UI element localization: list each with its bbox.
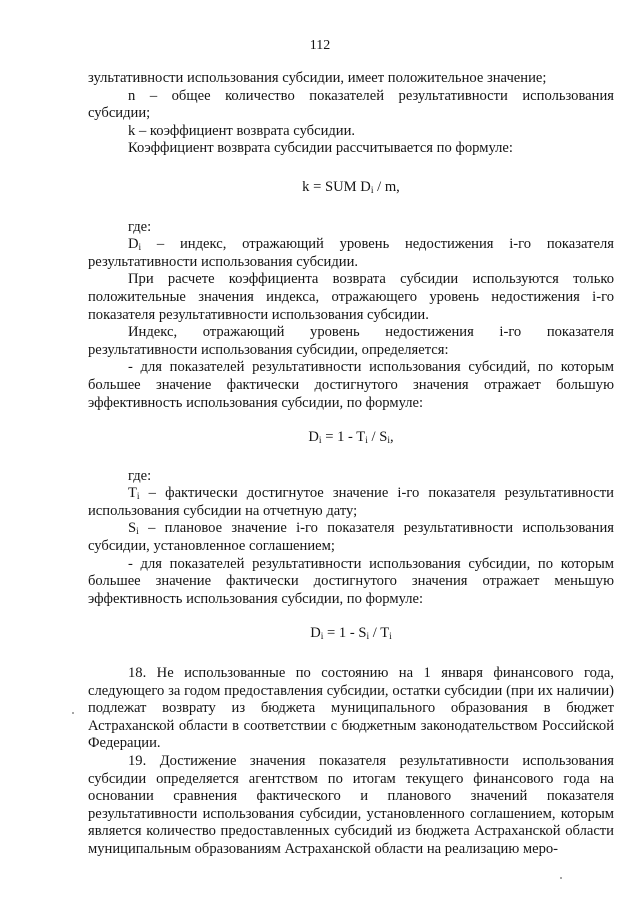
formula-index-inverse: $D_i = 1 - S_i / T_i$ (310, 625, 392, 643)
paragraph-continuation: зультативности использования субсидии, имеет положительное значение; (88, 70, 547, 86)
paragraph-where-2: где: (128, 467, 152, 484)
paragraph-18: 18. Не использованные по состоянию на 1 января финансового года, следующего за годом предоставления субсидии, остатки субсидии (при их наличии) подлежат возврату из бюджета муниципального образования в бюджет Астраханской области в соответствии с бюджетным законодательством Российской Федерации. (88, 665, 614, 752)
scan-speck (560, 877, 562, 879)
paragraph-positive-values: При расчете коэффициента возврата субсидии используются только положительные значения индекса, отражающего уровень недостижения i-го показателя результативности использования субсидии. (88, 271, 614, 323)
paragraph-formula-intro: Коэффициент возврата субсидии рассчитывается по формуле: (128, 140, 513, 157)
paragraph-case-greater-better: - для показателей результативности использования субсидий, по которым большее значение фактически достигнутого значения отражает большую эффективность использования субсидии, по формуле: (88, 359, 614, 411)
paragraph-index-determined: Индекс, отражающий уровень недостижения i-го показателя результативности использования субсидии, определяется: (88, 324, 614, 358)
paragraph-si-definition: $S_i$ – плановое значение i-го показателя результативности использования субсидии, установленное соглашением; (88, 520, 614, 555)
scan-speck (72, 712, 74, 714)
formula-return-coefficient: k = SUM $D_i$ / m, (302, 178, 400, 196)
page-number: 112 (309, 38, 331, 53)
paragraph-19: 19. Достижение значения показателя результативности использования субсидии определяется агентством по итогам текущего финансового года на основании сравнения фактического и планового значений показателя результативности использования субсидии, установленного соглашением, которым является количество предоставленных субсидий из бюджета Астраханской области муниципальным образованиям Астраханской области на реализацию меро- (88, 753, 614, 857)
paragraph-case-greater-worse: - для показателей результативности использования субсидии, по которым большее значение фактически достигнутого значения отражает меньшую эффективность использования субсидии, по формуле: (88, 555, 614, 607)
paragraph-di-definition: $D_i$ – индекс, отражающий уровень недостижения i-го показателя результативности использования субсидии. (88, 236, 614, 270)
paragraph-where: где: (128, 218, 152, 235)
paragraph-k-definition: k – коэффициент возврата субсидии. (128, 122, 356, 139)
paragraph-ti-definition: $T_i$ – фактически достигнутое значение i-го показателя результативности использования субсидии на отчетную дату; (88, 485, 614, 519)
formula-index-direct: $D_i = 1 - T_i / S_i$, (308, 429, 394, 447)
document-body (88, 70, 614, 859)
paragraph-n-definition: n – общее количество показателей результативности использования субсидии; (88, 87, 614, 122)
